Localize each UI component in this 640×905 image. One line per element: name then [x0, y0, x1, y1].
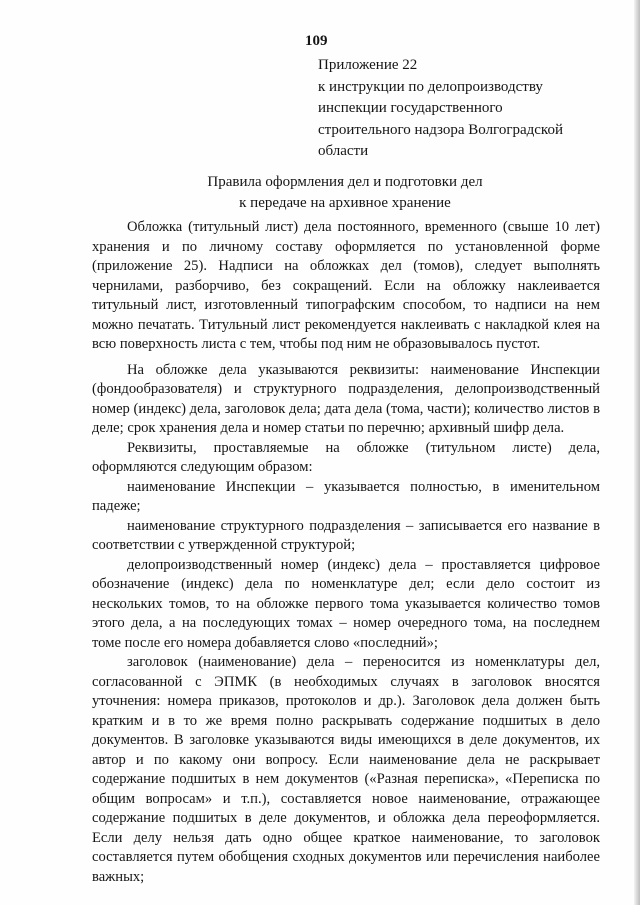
paragraph-inspection-name: наименование Инспекции – указывается полностью, в именительном падеже;	[92, 478, 600, 514]
document-body	[92, 218, 600, 887]
paragraph-case-heading: заголовок (наименование) дела – переносится из номенклатуры дел, согласованной с ЭПМК (в необходимых случаях в заголовок вносятся уточнения: номера приказов, протоколов и др.). Заголовок дела должен быть кратким и в то же время полно раскрывать содержание подшитых в дело документов. В заголовке указываются виды имеющихся в деле документов, их автор и по какому они вопросу. Если наименование дела не раскрывает содержание подшитых в нем документов («Разная переписка», «Переписка по общим вопросам» и т.п.), составляется новое наименование, отражающее содержание подшитых в деле документов, и обложка дела переоформляется. Если делу нельзя дать одно общее краткое наименование, то заголовок составляется путем обобщения сходных документов или перечисления наиболее важных;	[92, 654, 600, 885]
document-title	[90, 172, 600, 214]
title-line: Правила оформления дел и подготовки дел	[207, 174, 483, 190]
appendix-line: области	[318, 143, 369, 159]
appendix-line: строительного надзора Волгоградской	[318, 121, 563, 138]
paragraph-department-name: наименование структурного подразделения – записывается его название в соответствии с утвержденной структурой;	[92, 517, 600, 553]
paragraph-cover: Обложка (титульный лист) дела постоянного, временного (свыше 10 лет) хранения и по личному составу оформляется по установленной форме (приложение 25). Надписи на обложках дел (томов), следует выполнять чернилами, разборчиво, без сокращений. Если на обложку наклеивается титульный лист, изготовленный типографским способом, то надписи на нем можно печатать. Титульный лист рекомендуется наклеивать с накладкой клея на всю поверхность листа с тем, чтобы под ним не образовывалось пустот.	[92, 219, 600, 352]
appendix-line: инспекции государственного	[318, 100, 503, 116]
title-line: к передаче на архивное хранение	[239, 195, 451, 211]
paragraph-requisites-format: Реквизиты, проставляемые на обложке (титульном листе) дела, оформляются следующим образом:	[92, 439, 600, 475]
appendix-line: Приложение 22	[318, 57, 418, 73]
page-number: 109	[305, 33, 328, 49]
paragraph-requisites: На обложке дела указываются реквизиты: наименование Инспекции (фондообразователя) и структурного подразделения, делопроизводственный номер (индекс) дела, заголовок дела; дата дела (тома, части); количество листов в деле; срок хранения дела и номер статьи по перечню; архивный шифр дела.	[92, 361, 600, 436]
appendix-line: к инструкции по делопроизводству	[318, 78, 543, 95]
appendix-header	[318, 55, 618, 163]
paragraph-case-index: делопроизводственный номер (индекс) дела – проставляется цифровое обозначение (индекс) дела по номенклатуре дел; если дело состоит из нескольких томов, то на обложке первого тома указывается количество томов этого дела, а на последующих томах – номер очередного тома, на последнем томе после его номера добавляется слово «последний»;	[92, 556, 600, 651]
page-edge-shadow	[634, 0, 640, 905]
